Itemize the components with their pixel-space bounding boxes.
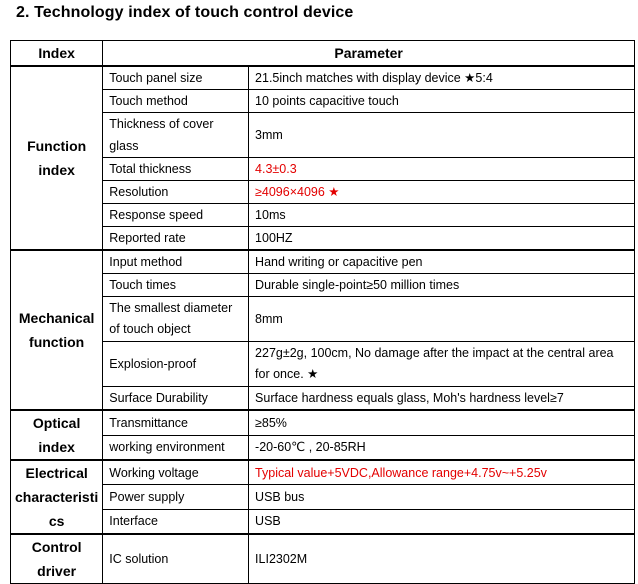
row-label: working environment xyxy=(103,435,249,460)
row-label: Explosion-proof xyxy=(103,342,249,387)
col-header-index: Index xyxy=(11,41,103,67)
row-value-highlight: Typical value+5VDC,Allowance range+4.75v~+5.25v xyxy=(249,460,635,485)
row-label: Interface xyxy=(103,509,249,534)
table-row xyxy=(11,297,635,342)
row-value: Surface hardness equals glass, Moh's hardness level≥7 xyxy=(249,387,635,411)
group-label-electrical: Electrical characteristi cs xyxy=(11,460,103,534)
row-value-highlight: ≥4096×4096 ★ xyxy=(249,181,635,204)
row-label: Working voltage xyxy=(103,460,249,485)
row-value: -20-60℃ , 20-85RH xyxy=(249,435,635,460)
row-label: Reported rate xyxy=(103,227,249,251)
row-value: USB bus xyxy=(249,485,635,509)
row-value-highlight: 4.3±0.3 xyxy=(249,158,635,181)
table-row xyxy=(11,485,635,509)
row-value: USB xyxy=(249,509,635,534)
row-value: Durable single-point≥50 million times xyxy=(249,274,635,297)
row-label: Surface Durability xyxy=(103,387,249,411)
section-heading: 2. Technology index of touch control device xyxy=(16,4,354,21)
table-row xyxy=(11,250,635,274)
row-label: Thickness of cover glass xyxy=(103,113,249,158)
group-label-control: Control driver xyxy=(11,534,103,584)
table-row xyxy=(11,387,635,411)
row-value: 10ms xyxy=(249,204,635,227)
row-value: Hand writing or capacitive pen xyxy=(249,250,635,274)
spec-table xyxy=(10,40,635,584)
row-label: Touch panel size xyxy=(103,66,249,90)
row-label: Input method xyxy=(103,250,249,274)
row-value: 10 points capacitive touch xyxy=(249,90,635,113)
table-row xyxy=(11,181,635,204)
table-row xyxy=(11,509,635,534)
row-value: ≥85% xyxy=(249,410,635,435)
table-row xyxy=(11,274,635,297)
row-label: Touch method xyxy=(103,90,249,113)
table-row xyxy=(11,534,635,584)
row-value: 8mm xyxy=(249,297,635,342)
row-value: ILI2302M xyxy=(249,534,635,584)
group-label-optical: Optical index xyxy=(11,410,103,460)
row-label: Power supply xyxy=(103,485,249,509)
row-label: Touch times xyxy=(103,274,249,297)
table-row xyxy=(11,90,635,113)
table-row xyxy=(11,435,635,460)
row-label: Transmittance xyxy=(103,410,249,435)
table-row xyxy=(11,227,635,251)
table-row xyxy=(11,204,635,227)
row-label: Resolution xyxy=(103,181,249,204)
table-row xyxy=(11,460,635,485)
row-value: 3mm xyxy=(249,113,635,158)
row-value: 21.5inch matches with display device ★5:4 xyxy=(249,66,635,90)
row-label: Response speed xyxy=(103,204,249,227)
row-label: IC solution xyxy=(103,534,249,584)
table-row xyxy=(11,410,635,435)
row-label: Total thickness xyxy=(103,158,249,181)
table-row xyxy=(11,342,635,387)
col-header-param: Parameter xyxy=(103,41,635,67)
group-label-function: Function index xyxy=(11,66,103,250)
table-row xyxy=(11,113,635,158)
table-row xyxy=(11,158,635,181)
table-row xyxy=(11,66,635,90)
group-label-mechanical: Mechanical function xyxy=(11,250,103,410)
row-value: 100HZ xyxy=(249,227,635,251)
row-label: The smallest diameter of touch object xyxy=(103,297,249,342)
row-value: 227g±2g, 100cm, No damage after the impact at the central area for once. ★ xyxy=(249,342,635,387)
table-header-row xyxy=(11,41,635,67)
